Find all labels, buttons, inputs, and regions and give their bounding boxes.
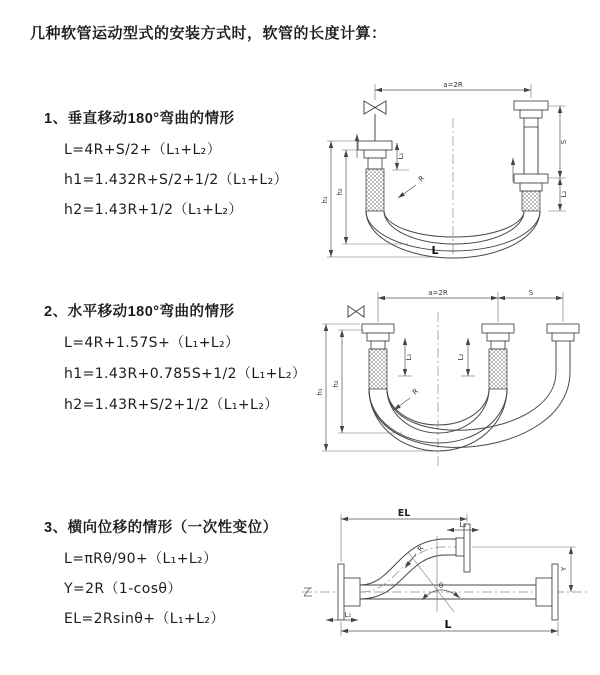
dim-label-r: R: [417, 174, 427, 184]
diagram-vertical-180-bend: [313, 70, 583, 260]
section-1-formula-h1: h1=1.432R+S/2+1/2（L₁+L₂）: [64, 172, 288, 188]
dimension-s: [498, 289, 563, 298]
dim-label-l1: L₁: [344, 611, 352, 619]
dimension-l: [341, 618, 558, 636]
left-fitting: [362, 324, 394, 389]
section-2-formula-h1: h1=1.43R+0.785S+1/2（L₁+L₂）: [64, 366, 307, 382]
section-1-heading: 1、垂直移动180°弯曲的情形: [44, 111, 235, 127]
dimension-l2: [447, 521, 479, 530]
right-fitting: [547, 324, 579, 372]
dim-label-a: a=2R: [428, 289, 448, 297]
dimension-l1: [398, 338, 413, 376]
section-3-formula-y: Y=2R（1-cosθ）: [64, 581, 182, 597]
braided-hose-section: [369, 349, 387, 389]
dim-label-el: EL: [397, 508, 411, 519]
dim-label-y: Y: [560, 566, 568, 572]
dim-label-l1: L₁: [405, 353, 413, 361]
dim-label-r: R: [411, 387, 421, 397]
dim-label-r: R: [416, 544, 426, 554]
section-1-formula-l: L=4R+S/2+（L₁+L₂）: [64, 142, 222, 158]
right-flange: [536, 564, 558, 620]
section-3-formula-l: L=πRθ/90+（L₁+L₂）: [64, 551, 218, 567]
dim-label-l: L: [431, 244, 439, 257]
dim-label-l1: L₁: [397, 152, 405, 160]
section-2-formula-l: L=4R+1.57S+（L₁+L₂）: [64, 335, 240, 351]
dimension-a-2r: [375, 81, 531, 100]
section-1-formula-h2: h2=1.43R+1/2（L₁+L₂）: [64, 202, 243, 218]
valve-icon: [348, 306, 364, 317]
section-3-heading: 3、横向位移的情形（一次性变位）: [44, 520, 278, 536]
dimension-l1: [392, 143, 409, 170]
right-fitting-upper: [514, 101, 548, 174]
braided-hose-section: [366, 169, 384, 211]
dim-label-theta: θ: [438, 582, 444, 590]
page-title: 几种软管运动型式的安装方式时，软管的长度计算：: [30, 25, 387, 42]
dimension-l2: [548, 178, 568, 211]
dim-label-a: a=2R: [443, 81, 463, 89]
dim-label-s: S: [528, 289, 534, 297]
displaced-end-flange: [456, 524, 470, 572]
section-3-formula-el: EL=2Rsinθ+（L₁+L₂）: [64, 611, 225, 627]
braided-hose-section: [522, 191, 540, 211]
dimension-s: [548, 106, 568, 178]
dim-label-h1: h₁: [316, 388, 324, 396]
dim-label-h2: h₂: [332, 380, 340, 388]
middle-fitting: [482, 324, 514, 389]
dimension-el: [341, 508, 467, 562]
braided-hose-section: [489, 349, 507, 389]
radius-callout: [394, 387, 420, 410]
diagram-horizontal-180-bend: [310, 280, 595, 470]
dim-label-l2: L₂: [457, 353, 465, 361]
dim-label-l2: L₂: [459, 521, 467, 529]
dim-label-h2: h₂: [336, 188, 344, 196]
dim-label-l: L: [444, 618, 452, 631]
radius-callout: [398, 174, 426, 198]
section-2-heading: 2、水平移动180°弯曲的情形: [44, 304, 235, 320]
dim-label-h1: h₁: [321, 196, 329, 204]
section-2-formula-h2: h2=1.43R+S/2+1/2（L₁+L₂）: [64, 397, 279, 413]
dimension-l2: [457, 338, 475, 376]
left-fitting: [358, 141, 392, 211]
dimension-a-2r: [378, 289, 563, 322]
valve-icon: [364, 101, 386, 141]
dimension-h2: [332, 330, 402, 433]
diagram-lateral-displacement: [298, 506, 593, 646]
right-fitting-lower: [514, 174, 548, 211]
dim-label-s: S: [560, 139, 568, 145]
dim-label-l2: L₂: [560, 190, 568, 198]
hose-u-bend: [369, 372, 570, 451]
